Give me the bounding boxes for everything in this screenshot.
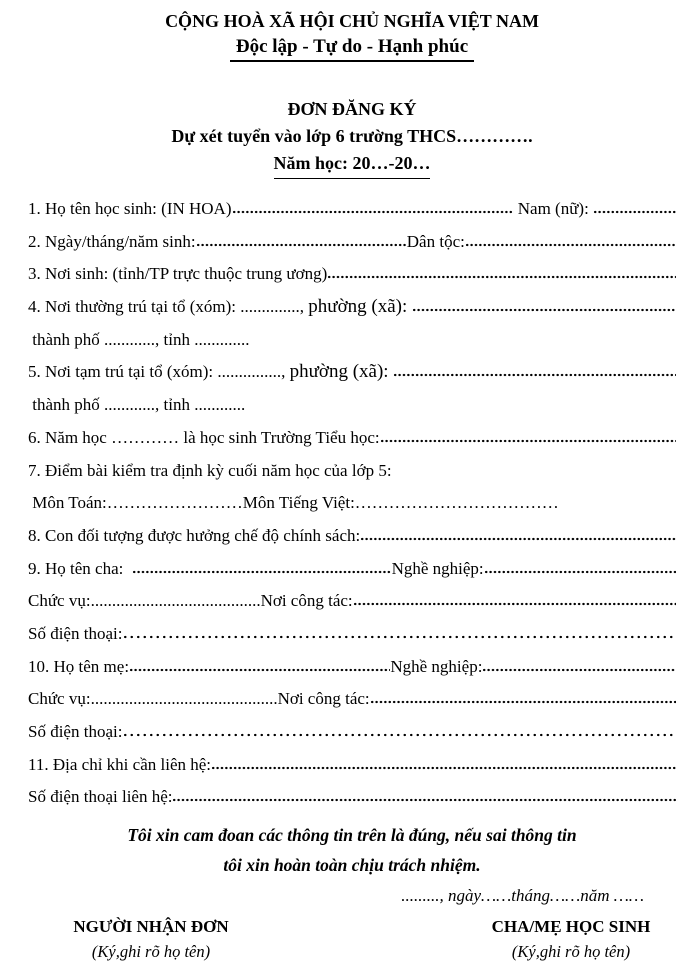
- form-label: phường (xã):: [289, 361, 394, 383]
- form-label: 10. Họ tên mẹ:: [28, 656, 130, 676]
- form-label: Chức vụ:............................................Nơi công tác:: [28, 689, 370, 709]
- exam-scores-line: [28, 487, 676, 520]
- parent-signature-note: (Ký,ghi rõ họ tên): [511, 942, 631, 962]
- dotted-blank-field: [412, 299, 676, 312]
- form-label: Chức vụ:........................................Nơi công tác:: [28, 591, 353, 611]
- form-label: 11. Địa chỉ khi cần liên hệ:: [28, 754, 212, 774]
- temporary-address-line2: [28, 389, 676, 422]
- form-label: Môn Toán:……………………Môn Tiếng Việt:………………………………: [28, 493, 559, 513]
- dotted-blank-field: [370, 691, 676, 704]
- father-phone-line: [28, 618, 676, 651]
- form-body: [28, 193, 676, 814]
- receiver-signature-title: NGƯỜI NHẬN ĐƠN: [73, 917, 229, 937]
- dotted-blank-field: [129, 659, 390, 672]
- dotted-blank-field: [232, 201, 514, 214]
- date-place-line: ........., ngày……tháng……năm ……: [401, 886, 644, 906]
- dotted-blank-field: [196, 234, 407, 247]
- parent-signature-title: CHA/MẸ HỌC SINH: [491, 917, 651, 937]
- dotted-blank-field: [122, 724, 676, 737]
- dotted-blank-field: [327, 266, 676, 279]
- form-label: 8. Con đối tượng được hưởng chế độ chính sách:: [28, 525, 361, 545]
- form-label: 5. Nơi tạm trú tại tổ (xóm): ...............,: [28, 362, 290, 382]
- dotted-blank-field: [393, 364, 676, 377]
- dotted-blank-field: [482, 659, 676, 672]
- motto-wrap: [28, 33, 676, 62]
- form-label: Số điện thoại liên hệ:: [28, 787, 173, 807]
- permanent-address-line2: [28, 324, 676, 357]
- signature-row: [28, 914, 676, 963]
- contact-address-line: [28, 749, 676, 782]
- signature-block-parent: [466, 914, 676, 963]
- mother-name-line: [28, 651, 676, 684]
- dotted-blank-field: [593, 201, 676, 214]
- school-year-line: Năm học: 20…-20…: [274, 150, 431, 179]
- mother-workplace-line: [28, 683, 676, 716]
- national-header: [28, 10, 676, 62]
- dotted-blank-field: [132, 561, 392, 574]
- dotted-blank-field: [360, 528, 676, 541]
- temporary-address-line: [28, 356, 676, 389]
- form-label: Nghề nghiệp:: [390, 656, 483, 676]
- declaration-line-2: tôi xin hoàn toàn chịu trách nhiệm.: [223, 855, 481, 876]
- form-title-block: [28, 96, 676, 179]
- form-label: Số điện thoại:: [28, 722, 123, 741]
- form-label: 2. Ngày/tháng/năm sinh:: [28, 231, 196, 251]
- form-subtitle: Dự xét tuyển vào lớp 6 trường THCS………….: [171, 126, 533, 146]
- dotted-blank-field: [484, 561, 676, 574]
- form-label: 6. Năm học ………… là học sinh Trường Tiểu học:: [28, 427, 380, 447]
- dotted-blank-field: [172, 789, 676, 802]
- student-name-line: [28, 193, 676, 226]
- dotted-blank-field: [211, 757, 676, 770]
- country-heading: CỘNG HOÀ XÃ HỘI CHỦ NGHĨA VIỆT NAM: [165, 11, 539, 31]
- birthplace-line: [28, 258, 676, 291]
- dotted-blank-field: [380, 430, 676, 443]
- receiver-signature-note: (Ký,ghi rõ họ tên): [91, 942, 211, 962]
- form-label: Dân tộc:: [406, 231, 465, 251]
- birthdate-ethnicity-line: [28, 226, 676, 259]
- form-label: thành phố ............, tỉnh .............: [28, 329, 250, 349]
- permanent-address-line: [28, 291, 676, 324]
- dotted-blank-field: [353, 593, 676, 606]
- contact-phone-line: [28, 781, 676, 814]
- declaration-line-1: Tôi xin cam đoan các thông tin trên là đúng, nếu sai thông tin: [127, 825, 577, 846]
- form-label: phường (xã):: [308, 296, 413, 318]
- father-name-line: [28, 553, 676, 586]
- form-label: 9. Họ tên cha:: [28, 558, 132, 578]
- signature-block-receiver: [36, 914, 266, 963]
- dotted-blank-field: [465, 234, 676, 247]
- primary-school-line: [28, 422, 676, 455]
- form-title: ĐƠN ĐĂNG KÝ: [287, 99, 417, 119]
- policy-beneficiary-line: [28, 520, 676, 553]
- form-label: thành phố ............, tỉnh ............: [28, 395, 246, 415]
- form-label: Số điện thoại:: [28, 623, 123, 643]
- form-label: 3. Nơi sinh: (tỉnh/TP trực thuộc trung ương): [28, 264, 328, 284]
- form-label: 7. Điểm bài kiểm tra định kỳ cuối năm học của lớp 5:: [28, 460, 392, 480]
- father-workplace-line: [28, 585, 676, 618]
- form-label: Nghề nghiệp:: [391, 558, 484, 578]
- mother-phone-line: [28, 716, 676, 749]
- form-label: Nam (nữ):: [513, 199, 594, 218]
- exam-scores-heading: [28, 455, 676, 488]
- national-motto: Độc lập - Tự do - Hạnh phúc: [230, 35, 474, 62]
- dotted-blank-field: [122, 626, 676, 639]
- form-label: 1. Họ tên học sinh: (IN HOA): [28, 199, 232, 218]
- form-label: 4. Nơi thường trú tại tổ (xóm): ..............,: [28, 297, 309, 317]
